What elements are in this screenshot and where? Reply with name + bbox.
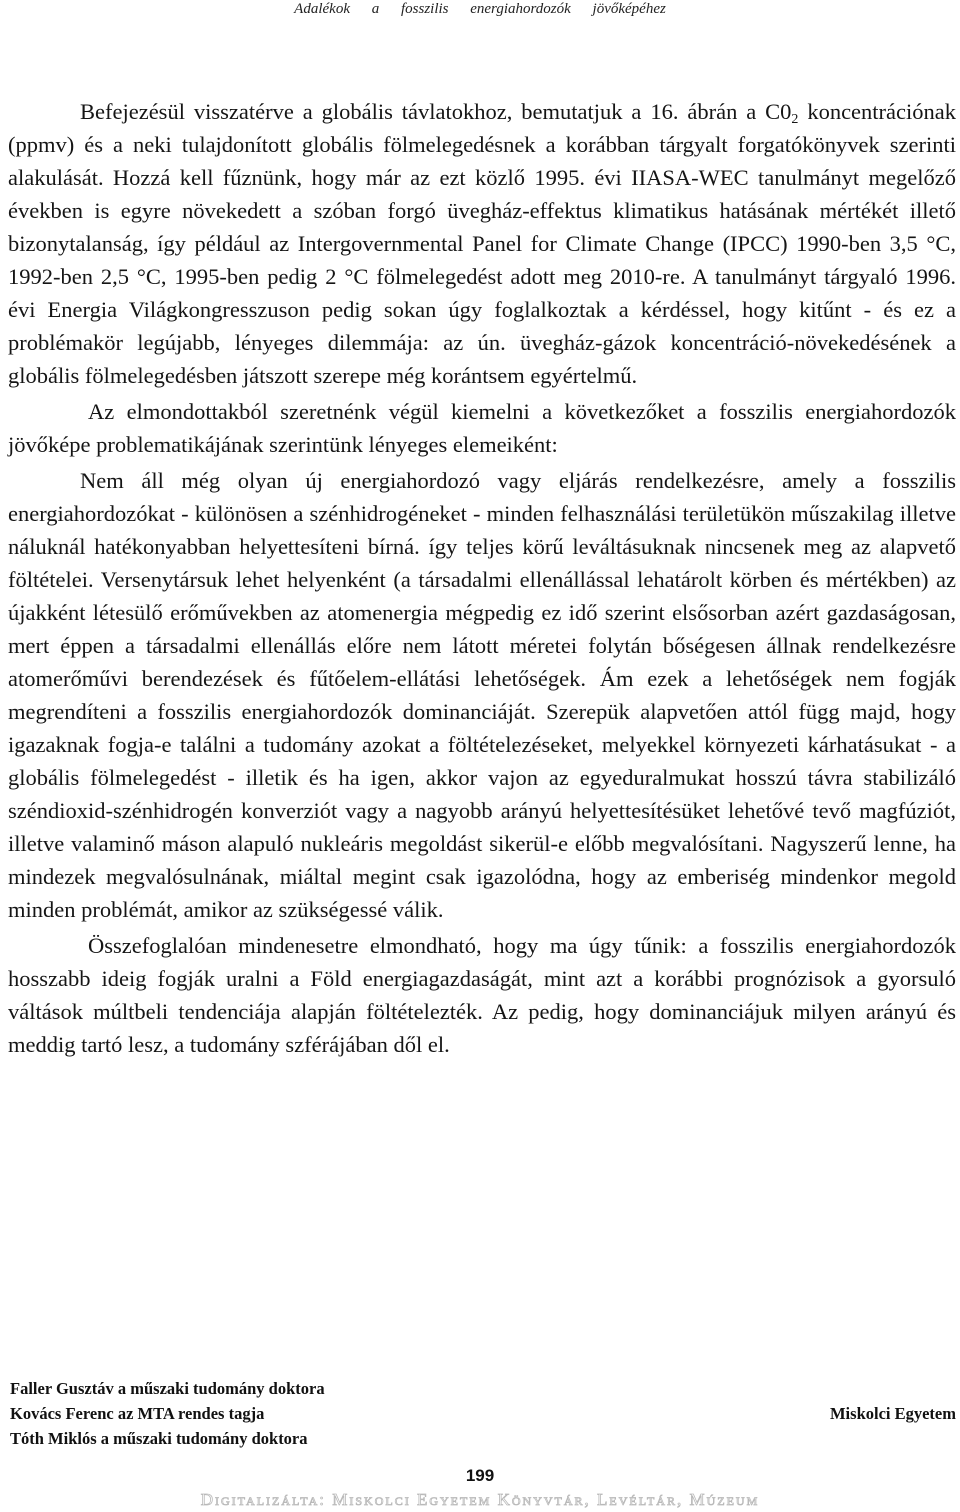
author-line: Tóth Miklós a műszaki tudomány doktora [10, 1429, 308, 1448]
author-line: Faller Gusztáv a műszaki tudomány doktora [10, 1379, 325, 1398]
digitization-watermark: Digitalizálta: Miskolci Egyetem Könyvtár, Levéltár, Múzeum [200, 1490, 760, 1509]
author-line: Kovács Ferenc az MTA rendes tagja [10, 1404, 265, 1423]
author-list [10, 1376, 325, 1451]
paragraph-summary-lead: Az elmondottakból szeretnénk végül kiemelni a következőket a fosszilis energiahordozók jövőképe problematikájának szerintünk lényeges elemeiként: [8, 399, 956, 457]
institution: Miskolci Egyetem [829, 1404, 956, 1423]
page-number: 199 [465, 1466, 495, 1485]
paragraph-key-points: Nem áll még olyan új energiahordozó vagy eljárás rendelkezésre, amely a fosszilis energiahordozókat - különösen a szénhidrogéneket - minden felhasználási területükön műszakilag illetve náluknál hatékonyabban helyettesíteni bírná. így teljes körű leváltásuknak nincsenek meg az alapvető föltételei. Versenytársuk lehet helyenként (a társadalmi ellenállással lehatárolt körben és mértékben) az újakként létesülő erőművekben az atomenergia mégpedig ez idő szerint elsősorban azért gazdaságosan, mert éppen a társadalmi ellenállás előre nem látott méretei folytán bőségesen állnak rendelkezésre atomerőművi berendezések és fűtőelem-ellátási lehetőségek. Ám ezek a lehetőségek nem fogják megrendíteni a fosszilis energiahordozók dominanciáját. Szerepük alapvetően attól függ majd, hogy igazaknak fogja-e találni a tudomány azokat a föltételezéseket, melyekkel környezeti kárhatásukat - a globális fölmelegedést - illetik és ha igen, akkor vajon az egyeduralmukat hosszú távra stabilizáló széndioxid-szénhidrogén konverziót vagy a nagyobb arányú helyettesítésüket lehetővé tevő magfúziót, illetve valaminő máson alapuló nukleáris megoldást sikerül-e előbb megvalósítani. Nagyszerű lenne, ha mindezek megvalósulnának, miáltal megint csak igazolódna, hogy az emberiség mindenkor megold minden problémát, amikor az szükségessé válik. [8, 468, 956, 922]
subscript: 2 [791, 112, 799, 127]
article-body [8, 95, 956, 1064]
running-header: Adalékok a fosszilis energiahordozók jövőképéhez [294, 1, 666, 17]
paragraph-conclusion-intro [8, 95, 956, 392]
paragraph-final-summary: Összefoglalóan mindenesetre elmondható, hogy ma úgy tűnik: a fosszilis energiahordozók hosszabb ideig fogják uralni a Föld energiagazdaságát, mint azt a korábbi prognózisok a gyorsuló váltások múltbeli tendenciája alapján föltételezték. Az pedig, hogy dominanciájuk milyen arányú és meddig tartó lesz, a tudomány szférájában dől el. [8, 933, 956, 1057]
paragraph-text: koncentrációnak (ppmv) és a neki tulajdonított globális fölmelegedésnek a korábban tárgyalt forgatókönyvek szerinti alakulását. Hozzá kell fűznünk, hogy már az ezt közlő 1995. évi IIASA-WEC tanulmányt megelőző években is egyre növekedett a szóban forgó üvegház-effektus klimatikus hatásának mértékét illető bizonytalanság, így például az Intergovernmental Panel for Climate Change (IPCC) 1990-ben 3,5 °C, 1992-ben 2,5 °C, 1995-ben pedig 2 °C fölmelegedést adott meg 2010-re. A tanulmányt tárgyaló 1996. évi Energia Világkongresszuson pedig sokan úgy foglalkoztak a kérdéssel, hogy kitűnt - és ez a problémakör legújabb, lényeges dilemmája: az ún. üvegház-gázok koncentráció-növekedésének a globális fölmelegedésben játszott szerepe még korántsem egyértelmű. [8, 99, 956, 388]
paragraph-text: Befejezésül visszatérve a globális távlatokhoz, bemutatjuk a 16. ábrán a C0 [80, 99, 792, 124]
